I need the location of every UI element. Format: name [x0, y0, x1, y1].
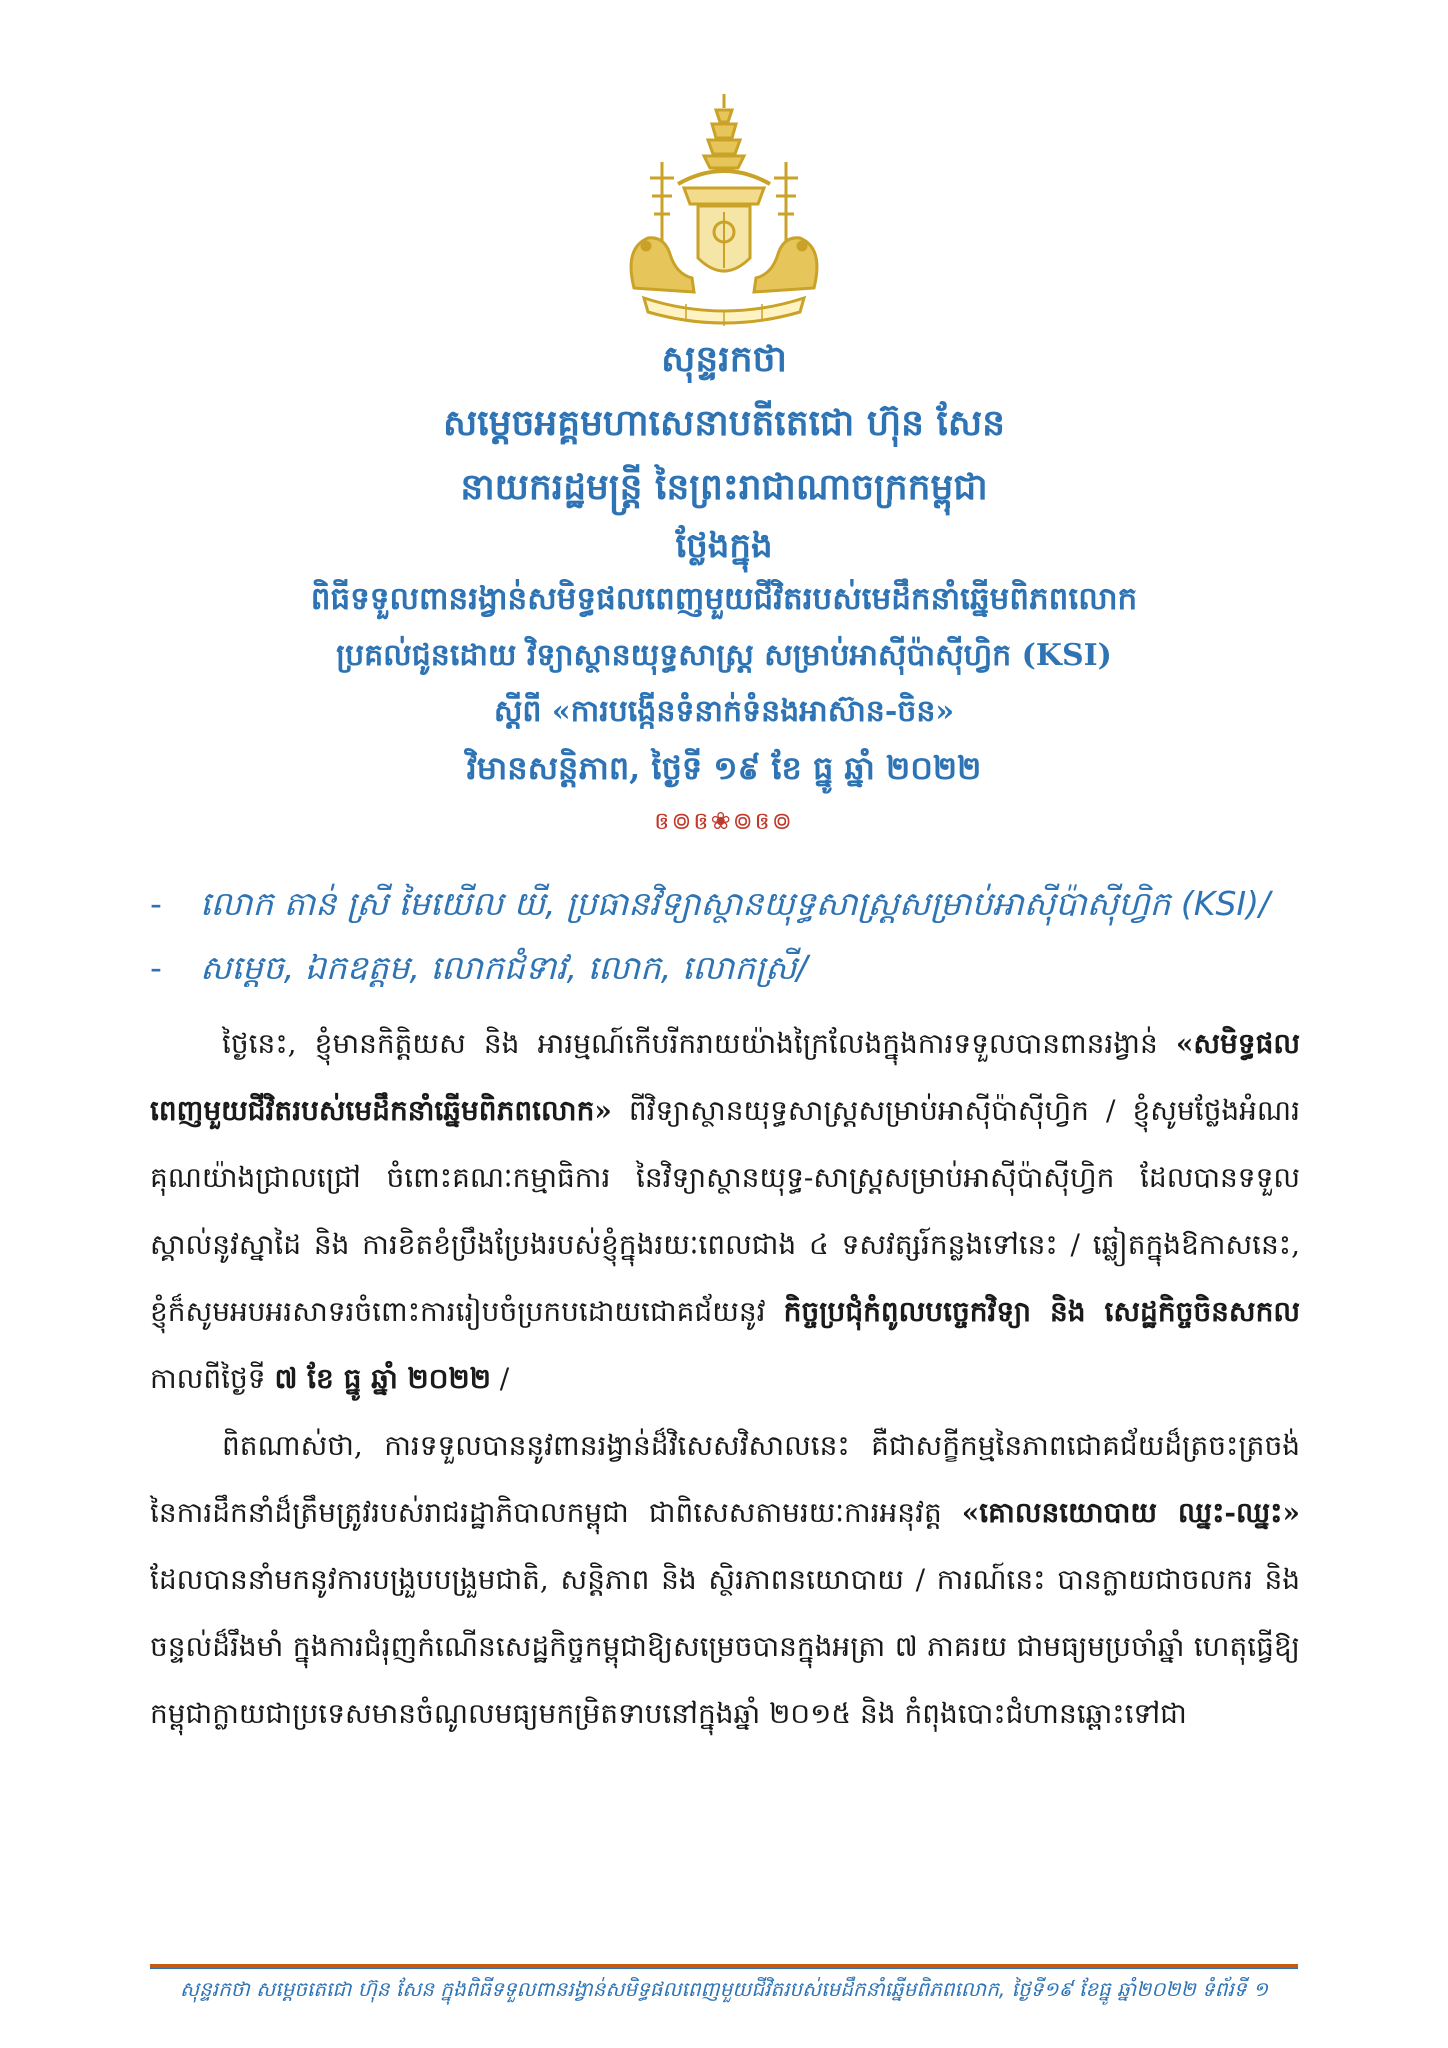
dash-bullet: - — [150, 884, 162, 923]
dash-bullet: - — [150, 948, 162, 987]
presented-by: ប្រគល់ជូនដោយ វិទ្យាស្ថានយុទ្ធសាស្ត្រ សម្រាប់អាស៊ីប៉ាស៊ីហ្វិក (KSI) — [336, 638, 1112, 673]
document-title: សុន្ទរកថា — [661, 338, 787, 380]
text-run: ដែលបាននាំមកនូវការបង្រួបបង្រួមជាតិ, សន្តិភាព និង ស្ថិរភាពនយោបាយ / ការណ៍នេះ បានក្លាយជាចលករ និង ចន្ទល់ដ៏រឹងមាំ ក្នុងការជំរុញកំណើនសេដ្ឋកិច្ចកម្ពុជាឱ្យសម្រេចបានក្នុងអត្រា ៧ ភាគរយ ជាមធ្យមប្រចាំឆ្នាំ ហេតុធ្វើឱ្យកម្ពុជាក្លាយជាប្រទេសមានចំណូលមធ្យមកម្រិតទាបនៅក្នុងឆ្នាំ ២០១៥ និង កំពុងបោះជំហានឆ្ពោះទៅជា — [150, 1563, 1300, 1730]
occasion-intro: ថ្លែងក្នុង — [675, 526, 773, 566]
speech-topic: ស្តីពី «ការបង្កើនទំនាក់ទំនងអាស៊ាន-ចិន» — [493, 694, 955, 729]
salutation-text: លោក តាន់ ស្រី មៃយើល យី, ប្រធានវិទ្យាស្ថានយុទ្ធសាស្ត្រសម្រាប់អាស៊ីប៉ាស៊ីហ្វិក (KSI)/ — [200, 884, 1271, 923]
text-run: ថ្ងៃនេះ, ខ្ញុំមានកិត្តិយស និង អារម្មណ៍កើបរីករាយយ៉ាងក្រៃលែងក្នុងការទទួលបានពានរង្វាន់ — [222, 1027, 1176, 1060]
bold-policy-name: «គោលនយោបាយ ឈ្នះ-ឈ្នះ» — [961, 1496, 1300, 1529]
salutation-line — [150, 948, 1300, 996]
text-run: ពិតណាស់ថា, ការទទួលបាននូវពានរង្វាន់ដ៏វិសេសវិសាលនេះ គឺជាសក្ខីកម្មនៃភាពជោគជ័យដ៏ត្រចះត្រចង់ នៃការដឹកនាំដ៏ត្រឹមត្រូវរបស់រាជរដ្ឋាភិបាលកម្ពុជា ជាពិសេសតាមរយៈការអនុវត្ត — [150, 1429, 1300, 1529]
speech-body — [150, 1010, 1300, 1747]
bold-date: ៧ ខែ ធ្នូ ឆ្នាំ ២០២២ — [274, 1362, 491, 1395]
footer-divider — [150, 1964, 1298, 1969]
speaker-position: នាយករដ្ឋមន្ត្រី នៃព្រះរាជាណាចក្រកម្ពុជា — [460, 466, 988, 508]
speaker-name: សម្តេចអគ្គមហាសេនាបតីតេជោ ហ៊ុន សែន — [442, 402, 1006, 444]
text-run: ពីវិទ្យាស្ថានយុទ្ធសាស្ត្រសម្រាប់អាស៊ីប៉ាស៊ីហ្វិក / ខ្ញុំសូមថ្លែងអំណរគុណយ៉ាងជ្រាលជ្រៅ ចំពោះគណៈកម្មាធិការ នៃវិទ្យាស្ថានយុទ្ធ-សាស្ត្រសម្រាប់អាស៊ីប៉ាស៊ីហ្វិក ដែលបានទទួលស្គាល់នូវស្នាដៃ និង ការខិតខំប្រឹងប្រែងរបស់ខ្ញុំក្នុងរយៈពេលជាង ៤ ទសវត្សរ៍កន្លងទៅនេះ / ឆ្លៀតក្នុងឱកាសនេះ, ខ្ញុំក៏សូមអបអរសាទរចំពោះការរៀបចំប្រកបដោយជោគជ័យនូវ — [150, 1094, 1300, 1328]
text-run: / — [490, 1362, 510, 1395]
salutation-text: សម្តេច, ឯកឧត្តម, លោកជំទាវ, លោក, លោកស្រី/ — [200, 948, 808, 987]
venue-date: វិមានសន្តិភាព, ថ្ងៃទី ១៩ ខែ ធ្នូ ឆ្នាំ ២០២២ — [466, 749, 982, 787]
royal-coat-of-arms-icon — [604, 88, 844, 328]
salutation-line — [150, 884, 1300, 932]
bold-award-name: «សមិទ្ធផលពេញមួយជីវិតរបស់មេដឹកនាំឆ្នើមពិភពលោក» — [150, 1027, 1300, 1127]
paragraph — [150, 1010, 1300, 1412]
page-footer: សុន្ទរកថា សម្តេចតេជោ ហ៊ុន សែន ក្នុងពិធីទទួលពានរង្វាន់សមិទ្ធផលពេញមួយជីវិតរបស់មេដឹកនាំឆ្នើមពិភពលោក, ថ្ងៃទី១៩ ខែធ្នូ ឆ្នាំ២០២២ ទំព័រទី ១ — [180, 1977, 1268, 2001]
event-name: ពិធីទទួលពានរង្វាន់សមិទ្ធផលពេញមួយជីវិតរបស់មេដឹកនាំឆ្នើមពិភពលោក — [310, 581, 1138, 617]
paragraph — [150, 1412, 1300, 1747]
decorative-ornament: ឲ៙ឲ❀៙ឲ៙ — [654, 807, 794, 835]
text-run: កាលពីថ្ងៃទី — [150, 1362, 275, 1395]
bold-summit-name: កិច្ចប្រជុំកំពូលបច្ចេកវិទ្យា និង សេដ្ឋកិច្ចចិនសកល — [783, 1295, 1300, 1328]
